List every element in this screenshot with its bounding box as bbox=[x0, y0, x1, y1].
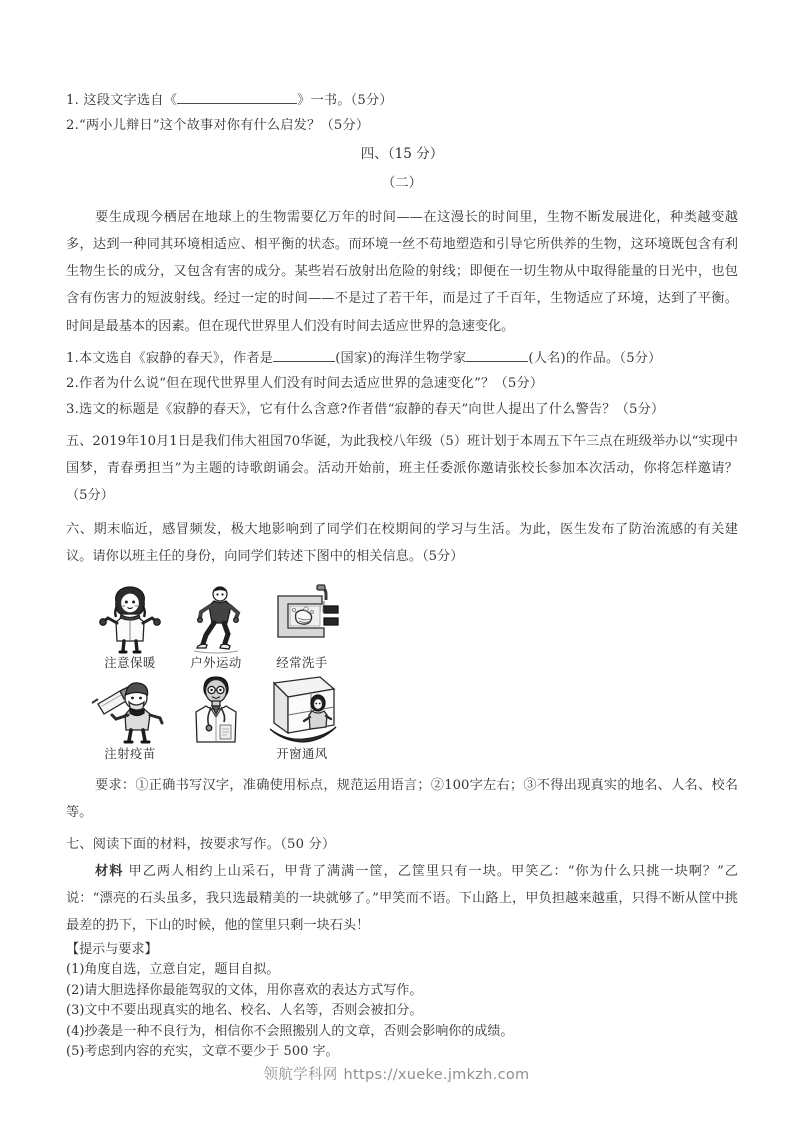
hint-item: (3)文中不要出现真实的地名、校名、人名等，否则会被扣分。 bbox=[66, 1003, 423, 1019]
doctor-portrait-icon bbox=[176, 673, 256, 745]
person-running-icon bbox=[176, 582, 256, 654]
section-four-heading: 四、（15 分） bbox=[360, 145, 444, 162]
material-label: 材料 bbox=[95, 863, 124, 879]
figure-row-top bbox=[90, 582, 342, 671]
section-six-requirements: 要求：①正确书写汉字，准确使用标点，规范运用语言；②100字左右；③不得出现真实的地名、人名、校名等。 bbox=[66, 778, 738, 821]
figure-cell-ventilation bbox=[262, 673, 342, 762]
passage-question-1-part-c: (人名)的作品。（5分） bbox=[528, 350, 662, 366]
section-six-question: 六、期末临近，感冒频发，极大地影响到了同学们在校期间的学习与生活。为此，医生发布了防治流感的有关建议。请你以班主任的身份，向同学们转述下图中的相关信息。（5分） bbox=[66, 521, 738, 564]
figure-caption: 注意保暖 bbox=[104, 655, 156, 671]
passage-question-1-part-a: 1.本文选自《寂静的春天》，作者是 bbox=[66, 350, 274, 366]
section-five-question: 五、2019年10月1日是我们伟大祖国70华诞，为此我校八年级（5）班计划于本周五下午三点在班级举办以“实现中国梦，青春勇担当”为主题的诗歌朗诵会。活动开始前，班主任委派你邀请张校长参加本次活动，你将怎样邀请？（5分） bbox=[66, 434, 738, 504]
person-name-blank[interactable] bbox=[466, 348, 528, 362]
hints-heading: 【提示与要求】 bbox=[66, 942, 158, 958]
passage-question-1 bbox=[66, 346, 738, 371]
watermark-site-name: 领航学科网 bbox=[263, 1067, 338, 1083]
figure-caption: 户外运动 bbox=[190, 655, 242, 671]
question-1-prefix: 1. 这段文字选自《 bbox=[66, 93, 178, 108]
subsection-two-heading: （二） bbox=[381, 175, 423, 191]
question-1-line bbox=[66, 88, 738, 113]
hint-item: (2)请大胆选择你最能驾驭的文体，用你喜欢的表达方式写作。 bbox=[66, 982, 423, 998]
reading-passage: 要生成现今栖居在地球上的生物需要亿万年的时间——在这漫长的时间里，生物不断发展进化，种类越变越多，达到一种同其环境相适应、相平衡的状态。而环境一丝不苟地塑造和引导它所供养的生物，这环境既包含有利生物生长的成分，又包含有害的成分。某些岩石放射出危险的射线；即便在一切生物从中取得能量的日光中，也包含有伤害力的短波射线。经过一定的时间——不是过了若干年，而是过了千百年，生物适应了环境，达到了平衡。时间是最基本的因素。但在现代世界里人们没有时间去适应世界的急速变化。 bbox=[66, 209, 738, 334]
passage-question-3: 3.选文的标题是《寂静的春天》，它有什么含意?作者借“寂静的春天”向世人提出了什么警告？（5分） bbox=[66, 401, 665, 417]
washing-hands-sink-icon bbox=[262, 582, 342, 654]
vaccine-syringe-icon bbox=[90, 673, 170, 745]
writing-material bbox=[66, 858, 738, 940]
document-content bbox=[66, 88, 738, 1063]
figure-cell-wash-hands bbox=[262, 582, 342, 671]
passage-question-1-part-b: (国家)的海洋生物学家 bbox=[335, 350, 467, 366]
figure-cell-doctor bbox=[176, 673, 256, 762]
question-2-line: 2.“两小儿辩日”这个故事对你有什么启发？（5分） bbox=[66, 118, 370, 134]
hint-item: (4)抄袭是一种不良行为，相信你不会照搬别人的文章，否则会影响你的成绩。 bbox=[66, 1023, 514, 1039]
material-text: 甲乙两人相约上山采石，甲背了满满一筐，乙筐里只有一块。甲笑乙：“你为什么只挑一块啊？”乙说：“漂亮的石头虽多，我只选最精美的一块就够了。”甲笑而不语。下山路上，甲负担越来越重，只得不断从筐中挑最差的扔下，下山的时候，他的筐里只剩一块石头！ bbox=[66, 863, 738, 934]
passage-question-2: 2.作者为什么说“但在现代世界里人们没有时间去适应世界的急速变化”？（5分） bbox=[66, 376, 544, 392]
open-window-ventilation-icon bbox=[262, 673, 342, 745]
answer-blank[interactable] bbox=[177, 90, 297, 104]
footer-watermark bbox=[0, 1063, 793, 1084]
watermark-url: https://xueke.jmkzh.com bbox=[343, 1067, 530, 1083]
question-1-suffix: 》一书。（5分） bbox=[297, 93, 393, 108]
figure-row-bottom bbox=[90, 673, 342, 762]
figure-cell-outdoor-exercise bbox=[176, 582, 256, 671]
figure-caption: 经常洗手 bbox=[276, 655, 328, 671]
hint-item: (1)角度自选，立意自定，题目自拟。 bbox=[66, 962, 280, 978]
hint-item: (5)考虑到内容的充实，文章不要少于 500 字。 bbox=[66, 1044, 339, 1060]
girl-warm-clothes-icon bbox=[90, 582, 170, 654]
figure-cell-vaccination bbox=[90, 673, 170, 762]
figure-cell-keep-warm bbox=[90, 582, 170, 671]
section-seven-title: 七、阅读下面的材料，按要求写作。（50 分） bbox=[66, 837, 336, 853]
figure-caption: 注射疫苗 bbox=[104, 746, 156, 762]
flu-prevention-figure bbox=[90, 582, 342, 762]
country-blank[interactable] bbox=[273, 348, 335, 362]
figure-caption: 开窗通风 bbox=[276, 746, 328, 762]
